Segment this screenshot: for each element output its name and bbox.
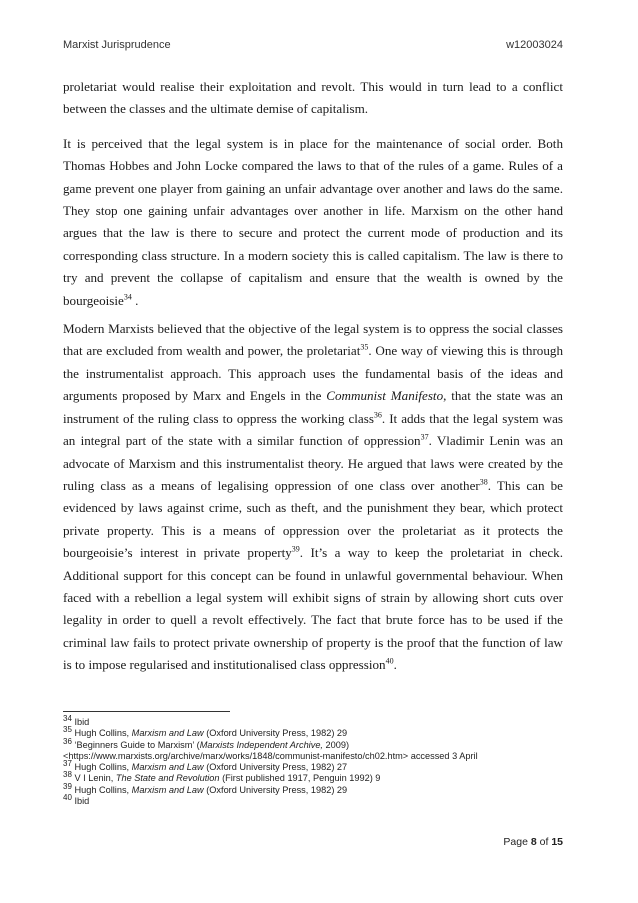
footnote-35: $^{35}$ Hugh Collins, Marxism and Law (Oxford University Press, 1982) 29	[63, 725, 348, 739]
footnote-39: $^{39}$ Hugh Collins, Marxism and Law (Oxford University Press, 1982) 29	[63, 781, 348, 795]
book-title-communist-manifesto: Communist Manifesto	[326, 388, 444, 404]
footnote-36-url[interactable]: <https://www.marxists.org/archive/marx/works/1848/communist-manifesto/ch02.htm> accessed 3 April	[63, 750, 478, 761]
footnote-37: $^{37}$ Hugh Collins, Marxism and Law (Oxford University Press, 1982) 27	[63, 759, 348, 773]
footnote-ref-36[interactable]: 36	[373, 410, 382, 420]
paragraph-2: It is perceived that the legal system is in place for the maintenance of social order. Both Thomas Hobbes and John Locke compared the laws to that of the rules of a game. Rules of a game prevent one player from gaining an unfair advantage over another and laws do the same. They stop one gaining unfair advantages over another in life. Marxism on the other hand argues that the law is there to secure and protect the current mode of production and its corresponding class structure. In a modern society this is called capitalism. The law is there to try and prevent the collapse of capitalism and ensure that the wealth is owned by the bourgeoisie$^{34}$ .	[63, 135, 563, 308]
paragraph-3: Modern Marxists believed that the objective of the legal system is to oppress the social classes that are excluded from wealth and power, the proletariat$^{35}$. One way of viewing this is through the instrumentalist approach. This approach uses the fundamental basis of the ideas and arguments proposed by Marx and Engels in the Communist Manifesto, that the state was an instrument of the ruling class to oppress the working class$^{36}$. It adds that the legal system was an integral part of the state with a similar function of oppression$^{37}$. Vladimir Lenin was an advocate of Marxism and this instrumentalist theory. He argued that laws were created by the ruling class as a means of legalising oppression of one class over another$^{38}$. This can be evidenced by laws against crime, such as theft, and the punishment they bear, which protect private property. This is a means of oppression over the proletariat as it protects the bourgeoisie’s interest in private property$^{39}$. It’s a way to keep the proletariat in check. Additional support for this concept can be found in unlawful governmental behaviour. When faced with a rebellion a legal system will exhibit signs of strain by allowing short cuts over legality in order to quell a revolt effectively. The fact that brute force has to be used if the criminal law fails to protect private ownership of property is the proof that the function of law is to impose regularised and institutionalised class oppression$^{40}$.	[63, 321, 563, 673]
footnote-38: $^{38}$ V I Lenin, The State and Revolution (First published 1917, Penguin 1992) 9	[63, 770, 381, 784]
header-student-id: w12003024	[506, 39, 563, 51]
footnote-separator	[63, 711, 230, 712]
paragraph-1: proletariat would realise their exploitation and revolt. This would in turn lead to a conflict between the classes and the ultimate demise of capitalism.	[63, 79, 563, 117]
footnote-ref-34[interactable]: 34	[123, 292, 132, 302]
page-header	[63, 39, 563, 51]
page-footer: Page 8 of 15	[503, 836, 563, 848]
footnote-ref-38[interactable]: 38	[479, 477, 488, 487]
footnote-ref-39[interactable]: 39	[291, 544, 300, 554]
footnote-ref-40[interactable]: 40	[385, 656, 394, 666]
footnote-ref-35[interactable]: 35	[360, 343, 369, 353]
header-title: Marxist Jurisprudence	[63, 39, 171, 51]
footnotes	[63, 713, 563, 807]
body-text	[63, 76, 563, 689]
footnote-ref-37[interactable]: 37	[420, 432, 429, 442]
footnote-36: $^{36}$ ‘Beginners Guide to Marxism’ (Marxists Independent Archive, 2009)	[63, 736, 350, 750]
footnote-34: $^{34}$ Ibid	[63, 713, 90, 727]
current-page-number: 8	[530, 836, 537, 848]
total-page-count: 15	[551, 836, 563, 848]
footnote-40: $^{40}$ Ibid	[63, 793, 90, 807]
